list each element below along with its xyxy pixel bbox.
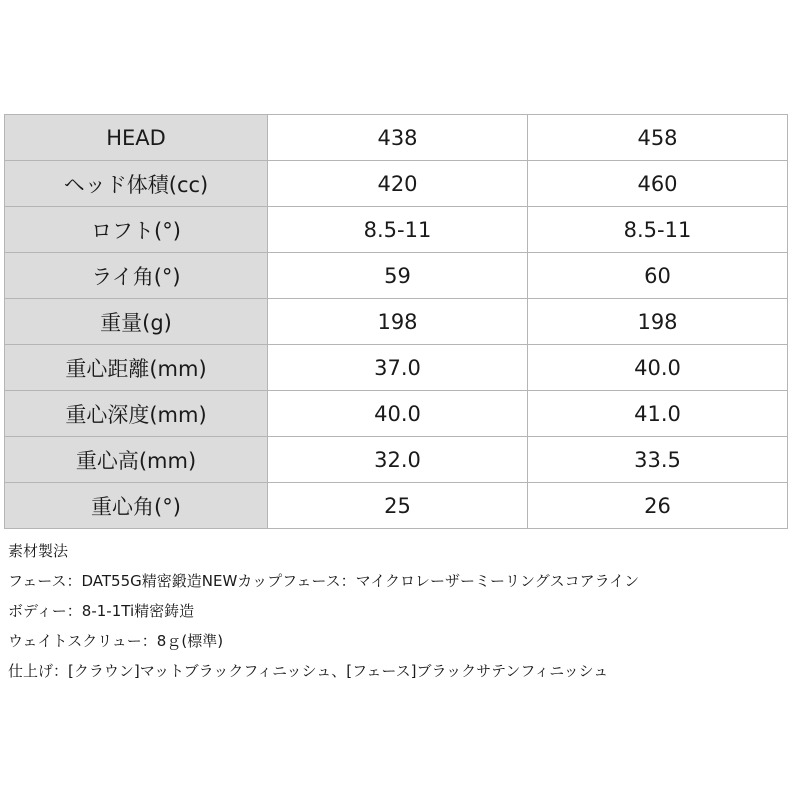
table-row: [5, 483, 788, 529]
row-label: 重心高(mm): [5, 437, 268, 483]
row-value-458: 40.0: [528, 345, 788, 391]
row-label: 重心距離(mm): [5, 345, 268, 391]
row-value-458: 8.5-11: [528, 207, 788, 253]
row-value-458: 460: [528, 161, 788, 207]
table-row: [5, 391, 788, 437]
table-row: [5, 253, 788, 299]
notes-title: 素材製法: [8, 542, 69, 560]
row-value-438: 8.5-11: [268, 207, 528, 253]
row-label: ヘッド体積(cc): [5, 161, 268, 207]
row-value-438: 40.0: [268, 391, 528, 437]
row-value-458: 60: [528, 253, 788, 299]
table-row: [5, 207, 788, 253]
row-value-438: 59: [268, 253, 528, 299]
row-label: ロフト(°): [5, 207, 268, 253]
row-value-438: 37.0: [268, 345, 528, 391]
row-label: 重心深度(mm): [5, 391, 268, 437]
header-label: HEAD: [5, 115, 268, 161]
row-value-438: 32.0: [268, 437, 528, 483]
row-value-438: 25: [268, 483, 528, 529]
row-value-438: 420: [268, 161, 528, 207]
row-label: 重量(g): [5, 299, 268, 345]
row-value-458: 33.5: [528, 437, 788, 483]
notes-line-body: ボディー：8-1-1Ti精密鋳造: [8, 602, 195, 620]
header-col2: 458: [528, 115, 788, 161]
row-value-458: 26: [528, 483, 788, 529]
row-value-458: 198: [528, 299, 788, 345]
row-value-458: 41.0: [528, 391, 788, 437]
table-row: [5, 345, 788, 391]
table-row: [5, 437, 788, 483]
table-row: [5, 299, 788, 345]
header-col1: 438: [268, 115, 528, 161]
spec-table: [4, 114, 788, 529]
row-value-438: 198: [268, 299, 528, 345]
row-label: 重心角(°): [5, 483, 268, 529]
table-row: [5, 161, 788, 207]
notes-line-finish: 仕上げ：[クラウン]マットブラックフィニッシュ、[フェース]ブラックサテンフィニッシュ: [8, 662, 609, 680]
notes-line-face: フェース：DAT55G精密鍛造NEWカップフェース：マイクロレーザーミーリングスコアライン: [8, 572, 640, 590]
row-label: ライ角(°): [5, 253, 268, 299]
material-notes: [8, 536, 788, 686]
notes-line-weight: ウェイトスクリュー：8ｇ(標準): [8, 632, 224, 650]
table-header-row: [5, 115, 788, 161]
